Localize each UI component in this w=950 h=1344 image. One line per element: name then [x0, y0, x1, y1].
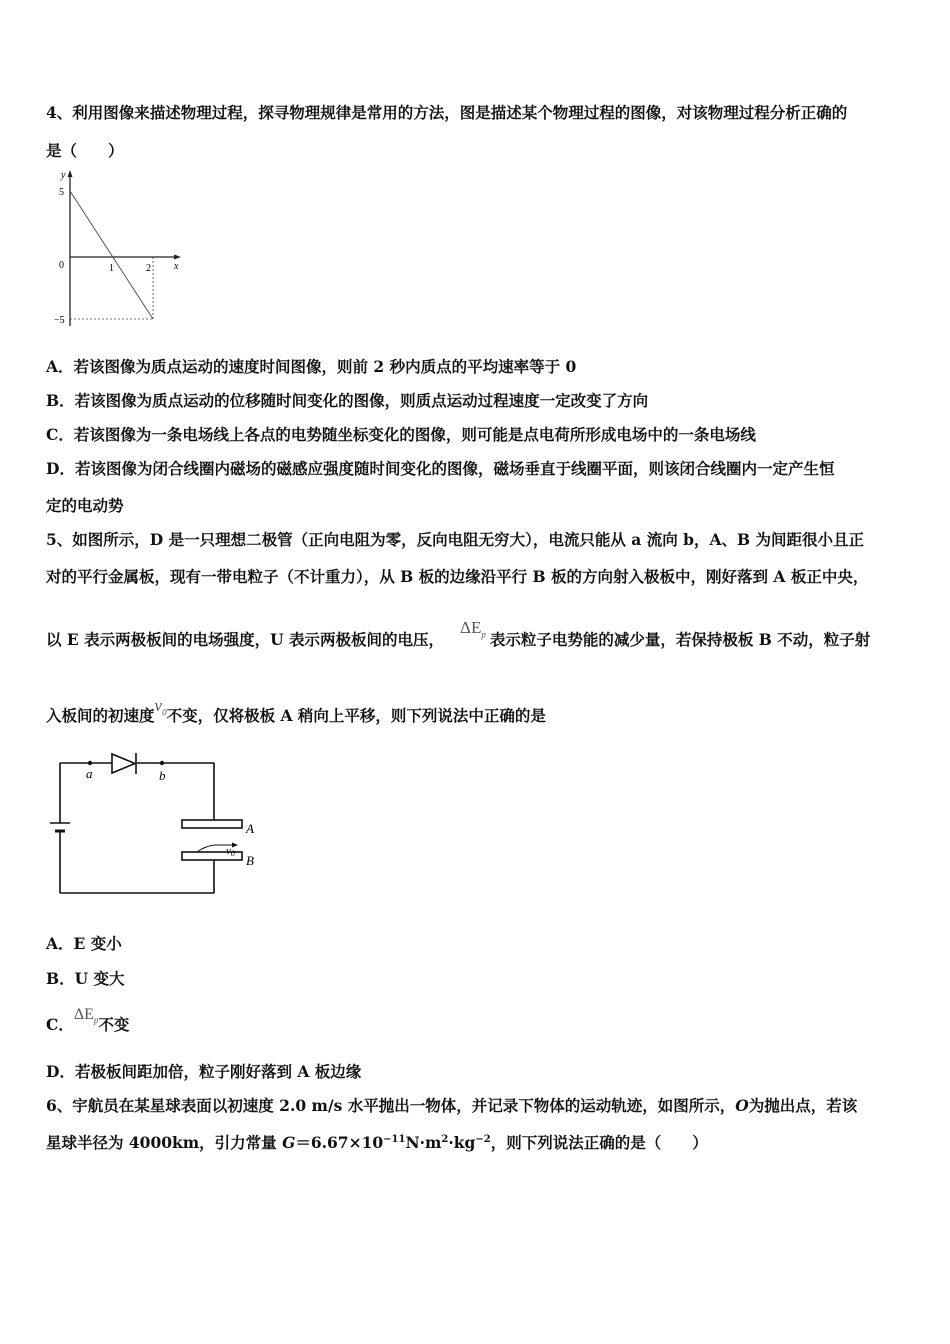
- q5-stem-line-1: 5、如图所示，D 是一只理想二极管（正向电阻为零，反向电阻无穷大），电流只能从 a 流向 b，A、B 为间距很小且正: [46, 530, 864, 549]
- label-v0: v0: [226, 845, 235, 858]
- y-axis-arrow: [68, 170, 73, 177]
- particle-path: [197, 845, 215, 852]
- q4-stem-line-1: 4、利用图像来描述物理过程，探寻物理规律是常用的方法，图是描述某个物理过程的图像，对该物理过程分析正确的: [46, 103, 848, 122]
- q5-stem-line-4-pre: 入板间的初速度: [46, 706, 155, 725]
- q4-option-c: C．若该图像为一条电场线上各点的电势随坐标变化的图像，则可能是点电荷所形成电场中的一条电场线: [46, 425, 756, 444]
- q4-option-a: A．若该图像为质点运动的速度时间图像，则前 2 秒内质点的平均速率等于 0: [46, 357, 577, 376]
- q5-option-b: B．U 变大: [46, 969, 125, 988]
- y-axis-label: y: [61, 170, 66, 181]
- q5-stem-line-4-post: 不变，仅将极板 A 稍向上平移，则下列说法中正确的是: [166, 706, 546, 725]
- v0-symbol: $v_0$: [154, 696, 167, 718]
- x-axis-label: x: [174, 261, 179, 272]
- q4-option-b: B．若该图像为质点运动的位移随时间变化的图像，则质点运动过程速度一定改变了方向: [46, 391, 649, 410]
- q5-stem-line-4: [46, 696, 546, 732]
- q5-circuit: [45, 748, 275, 900]
- option-c-delta-ep-symbol: $\Delta E_p$: [73, 1006, 99, 1026]
- label-b: b: [159, 768, 166, 783]
- q4-option-d-line-2: 定的电动势: [46, 496, 124, 515]
- q5-stem-line-3-pre: 以 E 表示两极板间的电场强度，U 表示两极板间的电压，: [46, 630, 445, 649]
- q5-option-d: D．若极板间距加倍，粒子刚好落到 A 板边缘: [46, 1062, 362, 1081]
- node-a-dot: [88, 761, 92, 765]
- label-plate-b: B: [246, 853, 254, 868]
- graph-line: [70, 191, 153, 319]
- label-plate-a: A: [246, 821, 254, 836]
- q5-stem-line-3: [46, 618, 871, 656]
- label-a: a: [86, 766, 93, 781]
- q5-option-a: A．E 变小: [46, 934, 122, 953]
- q5-stem-line-3-post: 表示粒子电势能的减少量，若保持极板 B 不动，粒子射: [489, 630, 871, 649]
- delta-ep-symbol: $\Delta E_p$: [460, 618, 486, 640]
- q5-option-c: C．$\Delta E_p$不变: [46, 1006, 130, 1034]
- q4-option-d-line-1: D．若该图像为闭合线圈内磁场的磁感应强度随时间变化的图像，磁场垂直于线圈平面，则该闭合线圈内一定产生恒: [46, 459, 835, 478]
- tick-x-1: 1: [109, 263, 114, 274]
- x-axis-arrow: [174, 255, 181, 260]
- q4-graph: [50, 168, 190, 333]
- origin-label: 0: [59, 260, 64, 271]
- tick-y-top: 5: [59, 187, 64, 198]
- plate-a: [182, 820, 242, 828]
- tick-y-bottom: −5: [54, 315, 65, 326]
- q4-stem-line-2: 是（ ）: [46, 141, 124, 160]
- node-b-dot: [160, 761, 164, 765]
- diode-icon: [112, 754, 135, 773]
- q5-stem-line-2: 对的平行金属板，现有一带电粒子（不计重力），从 B 板的边缘沿平行 B 板的方向射入极板中，刚好落到 A 板正中央，: [46, 567, 869, 586]
- q6-stem-line-2: 星球半径为 4000km，引力常量 $G=6.67\times 10^{-11}N\cdot m^2\cdot kg^{-2}$，则下列说法正确的是（ ）: [46, 1133, 708, 1152]
- tick-x-2: 2: [146, 263, 151, 274]
- q6-stem-line-1: 6、宇航员在某星球表面以初速度 2.0 m/s 水平抛出一物体，并记录下物体的运动轨迹，如图所示，O为抛出点，若该: [46, 1096, 858, 1115]
